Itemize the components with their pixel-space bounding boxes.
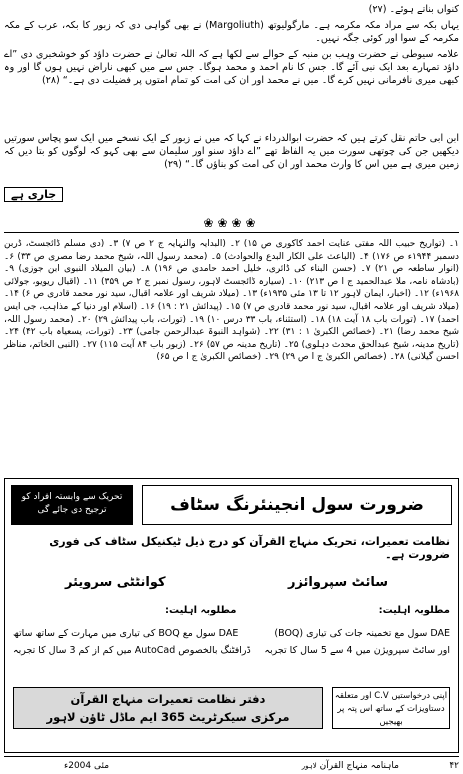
issue-date: مئی 2004ء: [64, 761, 110, 771]
office-line: مرکزی سیکرٹریٹ 365 ایم ماڈل ٹاؤن لاہور: [46, 710, 290, 724]
position-quantity-surveyor: کوانٹٹی سرویئر: [65, 575, 166, 590]
divider: [4, 232, 459, 233]
suyuti-paragraph: علامہ سیوطی نے حضرت وہب بن منبہ کے حوالے سے لکھا ہے کہ اللہ تعالیٰ نے حضرت داؤد کو خوشخبری دی ”اے داؤد تمہارے بعد ایک نبی آئے گا۔ جس کا نام احمد و محمد ہوگا۔ جس سے میں کبھی ناراض نہیں ہوں گا اور وہ کبھی میری نافرمانی نہیں کرے گا۔ میں نے محمد اور ان کی امت کو تمام امتوں پر فضیلت دی ہے۔“ (۲۸): [4, 49, 459, 86]
qualification-line: DAE سول مع BOQ کی تیاری میں مہارت کے ساتھ ساتھ: [13, 628, 239, 639]
continued-label: جاری ہے: [4, 187, 63, 202]
cv-note: اپنی درخواستیں C.V اور متعلقہ دستاویزات کے ساتھ اس پتہ پر بھیجیں: [332, 687, 450, 729]
verse-continuation: کنواں بناتے ہوئے۔ (۲۷): [368, 4, 459, 15]
ad-preference-note: تحریک سے وابستہ افراد کو ترجیح دی جائے گی: [11, 485, 133, 525]
magazine-city: لاہور: [301, 762, 317, 770]
qualification-line: اور سائٹ سپرویژن میں 4 سے 5 سال کا تجربہ: [264, 645, 450, 656]
qualification-line: ڈرافٹنگ بالخصوص AutoCad میں کم از کم 3 سال کا تجربہ: [13, 645, 251, 656]
qualification-heading: مطلوبہ اہلیت:: [378, 605, 450, 616]
margoliuth-paragraph: یہاں بکہ سے مراد مکہ مکرمہ ہے۔ مارگولیوتھ (Margoliuth) نے بھی گواہی دی کہ زبور کا بکہ، عرب کے مکہ مکرمہ کے سوا اور کوئی جگہ نہیں۔: [4, 20, 460, 44]
separator-ornament: ❀❀❀❀: [203, 216, 260, 230]
office-address: [13, 687, 323, 729]
office-line: دفتر نظامت تعمیرات منہاج القرآن: [70, 692, 266, 706]
ad-heading: ضرورت سول انجینئرنگ سٹاف: [142, 485, 452, 525]
page-number: ۴۲: [449, 761, 459, 771]
job-advertisement: [4, 478, 459, 753]
continued-label-row: [4, 188, 459, 202]
qualification-line: DAE سول مع تخمینہ جات کی تیاری (BOQ): [274, 628, 450, 639]
ad-intro: نظامت تعمیرات، تحریک منہاج القرآن کو درج ذیل ٹیکنیکل سٹاف کی فوری ضرورت ہے۔: [49, 535, 450, 561]
magazine-name: [302, 761, 399, 771]
abu-darda-paragraph: ابن ابی حاتم نقل کرتے ہیں کہ حضرت ابوالدرداء نے کہا کہ میں نے زبور کے ایک نسخے میں ایک سو پچاس سورتیں دیکھیں جن کی چوتھی سورت میں یہ الفاظ تھے ”اے داؤد سنو اور سلیمان سے بھی کہو کہ لوگوں کو بتا دیں کہ زمین میری ہے میں اس کا وارث محمد اور ان کی امت کو بناؤں گا۔“ (۲۹): [4, 133, 459, 170]
magazine-title: ماہنامہ منہاج القرآن: [319, 761, 399, 771]
page-footer: [4, 756, 459, 771]
qualification-heading: مطلوبہ اہلیت:: [165, 605, 237, 616]
references-list: ۱۔ (تواریخ حبیب اللہ مفتی عنایت احمد کاکوری ص ۱۵) ۲۔ (البدایہ والنہایہ ج ۲ ص ۷) ۳۔ (دی مسلم ڈائجسٹ، ڈربن دسمبر ۱۹۴۴ء ص ۱۷۶) ۴۔ (الباعث علی الکار البدع والحوادث) ۵۔ (محمد رسول اللہ، شیخ محمد رضا مصری ص ۳۳) ۶۔ (انوار ساطعہ ص ۲۱) ۷۔ (حسن البناء کی ڈائری، خلیل احمد حامدی ص ۱۹۶) ۸۔ (بیان المیلاد النبوی ابن جوزی) ۹۔ (بادشاہ نامہ، ملا عبدالحمید ج ا ص ۲۱۳) ۱۰۔ (سیارہ ڈائجسٹ لاہور، رسول نمبر ج ۲ ص ۳۵۹) ۱۱۔ (اقبال ریویو، جولائی ۱۹۶۸ء) ۱۲۔ (اخبار، ایمان لاہور ۱۲ تا ۱۳ مئی ۱۹۳۵ء) ۱۳۔ (میلاد شریف اور علامہ اقبال، سید نور محمد قادری ص ۶) ۱۴۔ (میلاد شریف اور علامہ اقبال، سید نور محمد قادری ص ۷) ۱۵۔ (پیدائش ۲۱ : ۱۹) ۱۶۔ (اسلام اور دنیا کے مذاہب، جی ایس احمد) ۱۷۔ (تورات باب ۱۸ آیت ۱۸) ۱۸۔ (استثناء، باب ۳۳ درس ۱۰) ۱۹۔ (تورات، باب پیدائش ۲۹) ۲۰۔ (محمد رسول اللہ، شیخ محمد رضا) ۲۱۔ (خصائص الکبریٰ ۱ : ۳۱) ۲۲۔ (شواہد النبوۃ عبدالرحمن جامی) ۲۳۔ (تورات، یسعیاہ باب ۴۲) ۲۴۔ (تاریخ مدینہ، شیخ عبدالحق محدث دہلوی) ۲۵۔ (تاریخ مدینہ ص ۵۷) ۲۶۔ (زبور باب ۸۴ آیت ۱۱۵) ۲۷۔ (النبی الخاتم، مناظر احسن گیلانی) ۲۸۔ (خصائص الکبریٰ ج ا ص ۲۹) ۲۹۔ (خصائص الکبریٰ ج ا ص ۶۵): [4, 239, 460, 363]
position-site-supervisor: سائٹ سپروائزر: [287, 575, 388, 590]
